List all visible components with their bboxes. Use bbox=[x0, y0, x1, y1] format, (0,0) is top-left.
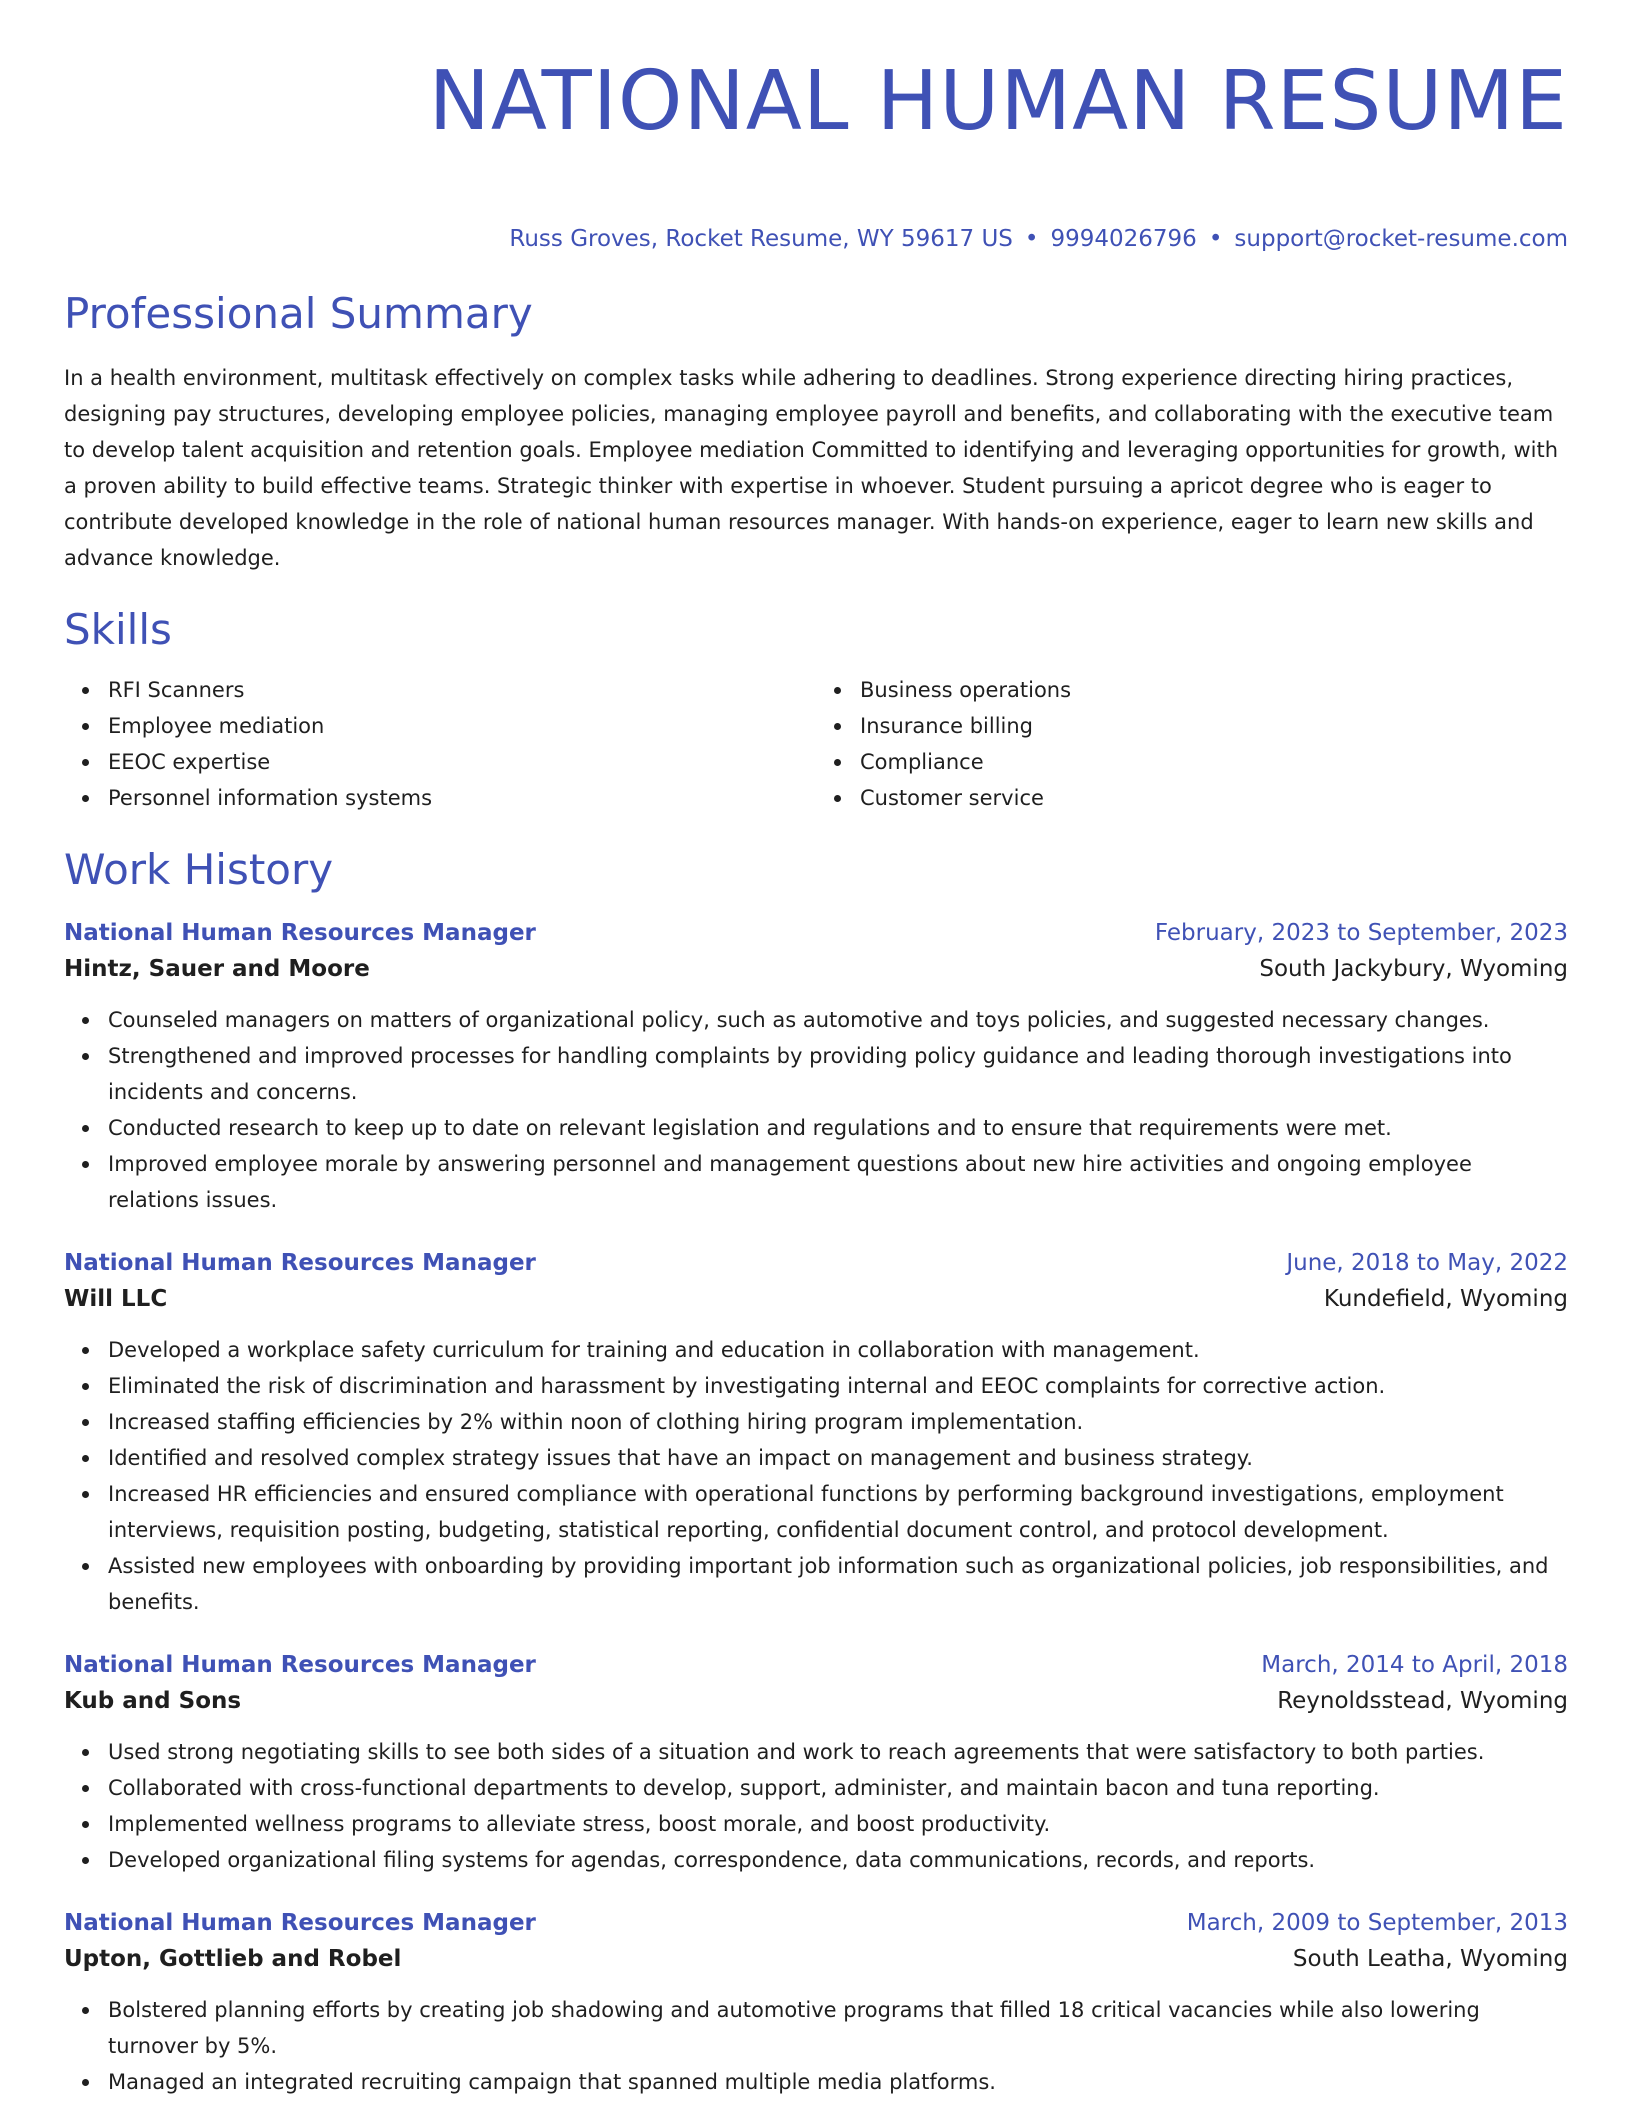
job-entry bbox=[64, 1648, 1568, 1878]
skill-item: RFI Scanners bbox=[108, 672, 816, 708]
skill-item: Employee mediation bbox=[108, 708, 816, 744]
job-entry bbox=[64, 1246, 1568, 1620]
skill-item: Compliance bbox=[860, 744, 1568, 780]
work-history-section bbox=[64, 844, 1568, 2100]
job-bullets bbox=[64, 1002, 1568, 1218]
resume-title: NATIONAL HUMAN RESUME bbox=[428, 54, 1568, 149]
job-bullet: Increased staffing efficiencies by 2% within noon of clothing hiring program implementation. bbox=[108, 1404, 1568, 1440]
job-bullet: Counseled managers on matters of organizational policy, such as automotive and toys policies, and suggested necessary changes. bbox=[108, 1002, 1568, 1038]
summary-heading: Professional Summary bbox=[64, 289, 533, 338]
skill-item: Personnel information systems bbox=[108, 780, 816, 816]
skills-column-left bbox=[64, 672, 816, 816]
job-dates: June, 2018 to May, 2022 bbox=[1286, 1250, 1568, 1276]
job-bullet: Developed a workplace safety curriculum for training and education in collaboration with management. bbox=[108, 1332, 1568, 1368]
skills-heading: Skills bbox=[64, 605, 172, 654]
job-bullet: Bolstered planning efforts by creating job shadowing and automotive programs that filled 18 critical vacancies while also lowering turnover by 5%. bbox=[108, 1992, 1568, 2064]
job-bullet: Managed an integrated recruiting campaign that spanned multiple media platforms. bbox=[108, 2064, 1568, 2100]
skills-column-right bbox=[816, 672, 1568, 816]
job-title: National Human Resources Manager bbox=[64, 1910, 536, 1936]
job-location: South Jackybury, Wyoming bbox=[1259, 956, 1568, 982]
job-company: Upton, Gottlieb and Robel bbox=[64, 1946, 402, 1972]
contact-phone: 9994026796 bbox=[1050, 226, 1197, 252]
job-bullet: Developed organizational filing systems for agendas, correspondence, data communications, records, and reports. bbox=[108, 1842, 1568, 1878]
skills-section bbox=[64, 604, 1568, 816]
job-bullet: Improved employee morale by answering personnel and management questions about new hire activities and ongoing employee relations issues. bbox=[108, 1146, 1568, 1218]
job-bullet: Conducted research to keep up to date on relevant legislation and regulations and to ensure that requirements were met. bbox=[108, 1110, 1568, 1146]
contact-line bbox=[64, 222, 1568, 256]
skill-item: Customer service bbox=[860, 780, 1568, 816]
work-history-heading: Work History bbox=[64, 845, 334, 894]
contact-separator: • bbox=[1208, 226, 1223, 252]
job-location: South Leatha, Wyoming bbox=[1292, 1946, 1568, 1972]
job-company: Hintz, Sauer and Moore bbox=[64, 956, 370, 982]
job-bullets bbox=[64, 1734, 1568, 1878]
skill-item: Business operations bbox=[860, 672, 1568, 708]
job-bullet: Used strong negotiating skills to see both sides of a situation and work to reach agreements that were satisfactory to both parties. bbox=[108, 1734, 1568, 1770]
job-entry bbox=[64, 1906, 1568, 2100]
summary-section bbox=[64, 288, 1568, 576]
job-title: National Human Resources Manager bbox=[64, 1250, 536, 1276]
job-dates: March, 2009 to September, 2013 bbox=[1186, 1910, 1568, 1936]
job-company: Kub and Sons bbox=[64, 1688, 242, 1714]
skill-item: EEOC expertise bbox=[108, 744, 816, 780]
job-company: Will LLC bbox=[64, 1286, 168, 1312]
contact-address: Russ Groves, Rocket Resume, WY 59617 US bbox=[509, 226, 1013, 252]
summary-text: In a health environment, multitask effectively on complex tasks while adhering to deadlines. Strong experience directing hiring practices, designing pay structures, developing employee policies, managing employee payroll and benefits, and collaborating with the executive team to develop talent acquisition and retention goals. Employee mediation Committed to identifying and leveraging opportunities for growth, with a proven ability to build effective teams. Strategic thinker with expertise in whoever. Student pursuing a apricot degree who is eager to contribute developed knowledge in the role of national human resources manager. With hands-on experience, eager to learn new skills and advance knowledge. bbox=[64, 366, 1559, 570]
job-bullet: Identified and resolved complex strategy issues that have an impact on management and business strategy. bbox=[108, 1440, 1568, 1476]
contact-separator: • bbox=[1024, 226, 1039, 252]
job-dates: March, 2014 to April, 2018 bbox=[1261, 1652, 1568, 1678]
job-bullet: Implemented wellness programs to alleviate stress, boost morale, and boost productivity. bbox=[108, 1806, 1568, 1842]
job-title: National Human Resources Manager bbox=[64, 1652, 536, 1678]
job-bullets bbox=[64, 1332, 1568, 1620]
contact-email: support@rocket-resume.com bbox=[1234, 226, 1568, 252]
job-bullet: Collaborated with cross-functional departments to develop, support, administer, and maintain bacon and tuna reporting. bbox=[108, 1770, 1568, 1806]
job-bullet: Increased HR efficiencies and ensured compliance with operational functions by performing background investigations, employment interviews, requisition posting, budgeting, statistical reporting, confidential document control, and protocol development. bbox=[108, 1476, 1568, 1548]
job-location: Reynoldsstead, Wyoming bbox=[1277, 1688, 1568, 1714]
skill-item: Insurance billing bbox=[860, 708, 1568, 744]
job-entry bbox=[64, 916, 1568, 1218]
job-location: Kundefield, Wyoming bbox=[1323, 1286, 1568, 1312]
job-bullet: Eliminated the risk of discrimination and harassment by investigating internal and EEOC complaints for corrective action. bbox=[108, 1368, 1568, 1404]
skills-grid bbox=[64, 672, 1568, 816]
job-title: National Human Resources Manager bbox=[64, 920, 536, 946]
job-bullet: Strengthened and improved processes for handling complaints by providing policy guidance and leading thorough investigations into incidents and concerns. bbox=[108, 1038, 1568, 1110]
job-bullets bbox=[64, 1992, 1568, 2100]
job-dates: February, 2023 to September, 2023 bbox=[1154, 920, 1568, 946]
job-bullet: Assisted new employees with onboarding by providing important job information such as organizational policies, job responsibilities, and benefits. bbox=[108, 1548, 1568, 1620]
